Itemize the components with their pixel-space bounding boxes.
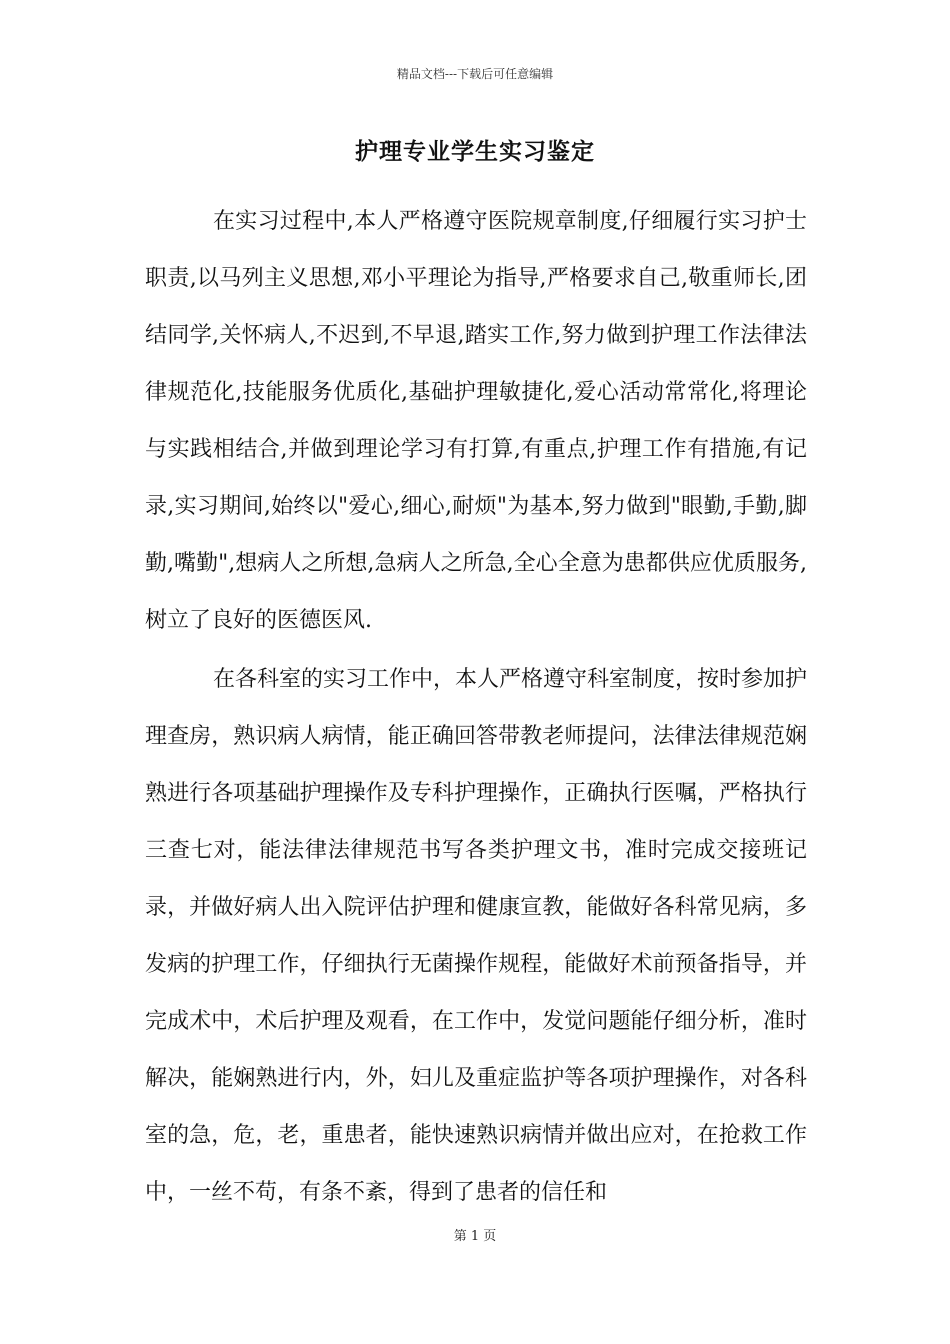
body-paragraph: 在各科室的实习工作中，本人严格遵守科室制度，按时参加护理查房，熟识病人病情，能正确回答带教老师提问，法律法律规范娴熟进行各项基础护理操作及专科护理操作，正确执行医嘱，严格执行三查七对，能法律法律规范书写各类护理文书，准时完成交接班记录，并做好病人出入院评估护理和健康宣教，能做好各科常见病，多发病的护理工作，仔细执行无菌操作规程，能做好术前预备指导，并完成术中，术后护理及观看，在工作中，发觉问题能仔细分析，准时解决，能娴熟进行内，外，妇儿及重症监护等各项护理操作，对各科室的急，危，老，重患者，能快速熟识病情并做出应对，在抢救工作中，一丝不苟，有条不紊，得到了患者的信任和 bbox=[145, 667, 808, 1205]
document-title: 护理专业学生实习鉴定 bbox=[355, 138, 595, 165]
page-number: 第 1 页 bbox=[453, 1229, 497, 1244]
page-header: 精品文档---下载后可任意编辑 bbox=[396, 67, 554, 81]
body-paragraph: 在实习过程中,本人严格遵守医院规章制度,仔细履行实习护士职责,以马列主义思想,邓小平理论为指导,严格要求自己,敬重师长,团结同学,关怀病人,不迟到,不早退,踏实工作,努力做到护理工作法律法律规范化,技能服务优质化,基础护理敏捷化,爱心活动常常化,将理论与实践相结合,并做到理论学习有打算,有重点,护理工作有措施,有记录,实习期间,始终以"爱心,细心,耐烦"为基本,努力做到"眼勤,手勤,脚勤,嘴勤",想病人之所想,急病人之所急,全心全意为患都供应优质服务,树立了良好的医德医风. bbox=[145, 209, 807, 633]
